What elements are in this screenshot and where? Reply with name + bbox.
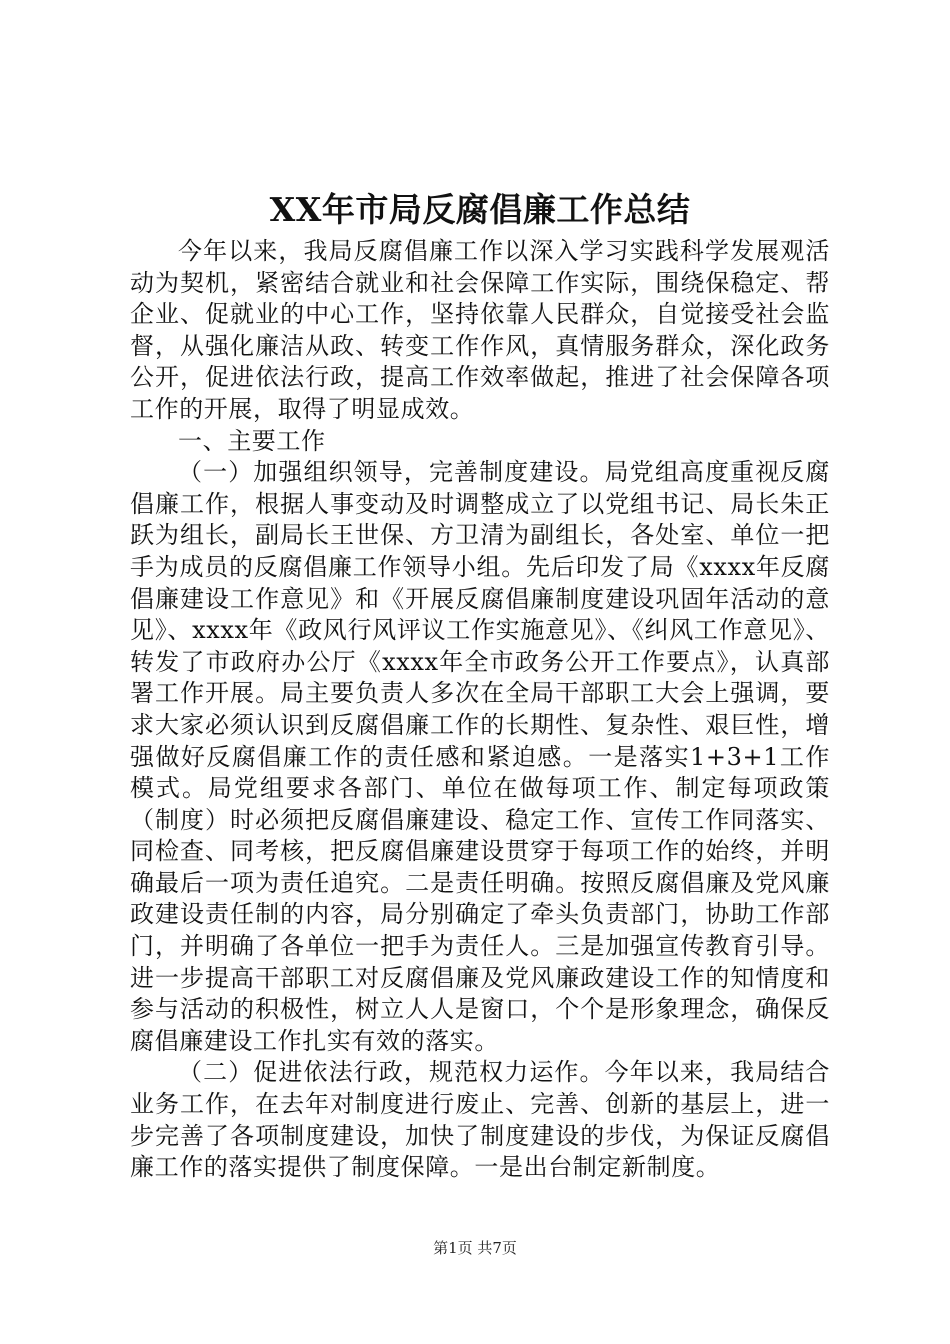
document-title: XX年市局反腐倡廉工作总结	[269, 190, 691, 229]
intro-paragraph: 今年以来，我局反腐倡廉工作以深入学习实践科学发展观活动为契机，紧密结合就业和社会保障工作实际，围绕保稳定、帮企业、促就业的中心工作，坚持依靠人民群众，自觉接受社会监督，从强化廉洁从政、转变工作作风，真情服务群众，深化政务公开，促进依法行政，提高工作效率做起，推进了社会保障各项工作的开展，取得了明显成效。	[130, 237, 830, 423]
paragraph-law-administration: （二）促进依法行政，规范权力运作。今年以来，我局结合业务工作，在去年对制度进行废止、完善、创新的基层上，进一步完善了各项制度建设，加快了制度建设的步伐，为保证反腐倡廉工作的落实提供了制度保障。一是出台制定新制度。	[130, 1058, 830, 1182]
document-body	[130, 236, 830, 1184]
paragraph-organization-leadership: （一）加强组织领导，完善制度建设。局党组高度重视反腐倡廉工作，根据人事变动及时调整成立了以党组书记、局长朱正跃为组长，副局长王世保、方卫清为副组长，各处室、单位一把手为成员的反腐倡廉工作领导小组。先后印发了局《xxxx年反腐倡廉建设工作意见》和《开展反腐倡廉制度建设巩固年活动的意见》、xxxx年《政风行风评议工作实施意见》、《纠风工作意见》、转发了市政府办公厅《xxxx年全市政务公开工作要点》，认真部署工作开展。局主要负责人多次在全局干部职工大会上强调，要求大家必须认识到反腐倡廉工作的长期性、复杂性、艰巨性，增强做好反腐倡廉工作的责任感和紧迫感。一是落实1+3+1工作模式。局党组要求各部门、单位在做每项工作、制定每项政策（制度）时必须把反腐倡廉建设、稳定工作、宣传工作同落实、同检查、同考核，把反腐倡廉建设贯穿于每项工作的始终，并明确最后一项为责任追究。二是责任明确。按照反腐倡廉及党风廉政建设责任制的内容，局分别确定了牵头负责部门，协助工作部门，并明确了各单位一把手为责任人。三是加强宣传教育引导。进一步提高干部职工对反腐倡廉及党风廉政建设工作的知情度和参与活动的积极性，树立人人是窗口，个个是形象理念，确保反腐倡廉建设工作扎实有效的落实。	[130, 458, 830, 1055]
page-footer: 第1页 共7页	[433, 1239, 517, 1257]
section-heading-main-work: 一、主要工作	[178, 426, 326, 455]
